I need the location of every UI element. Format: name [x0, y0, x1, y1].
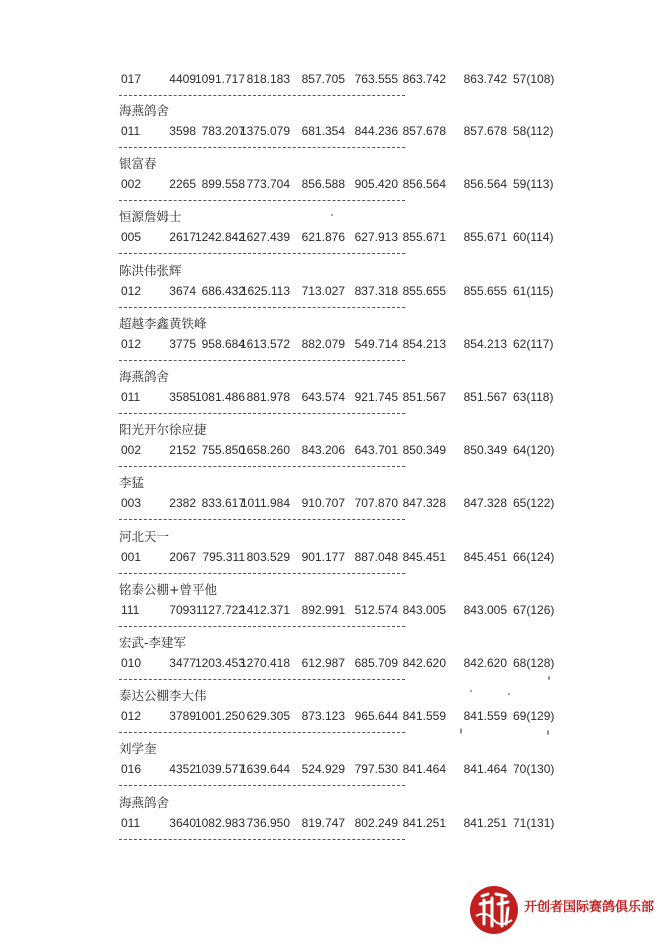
result-row — [0, 603, 670, 617]
speed-3: 643.574 — [301, 390, 345, 404]
average-speed: 841.559 — [402, 709, 446, 724]
speed-4: 549.714 — [354, 336, 398, 351]
total-speed: 842.620 — [463, 656, 507, 670]
speed-1: 783.207 — [201, 124, 245, 138]
total-speed: 855.655 — [463, 283, 507, 298]
speed-4: 643.701 — [354, 443, 398, 458]
dashed-divider — [119, 839, 405, 840]
rank: 66(124) — [513, 549, 555, 564]
rank: 60(114) — [513, 230, 554, 245]
loft-code: 012 — [121, 709, 142, 724]
speed-1: 899.558 — [201, 177, 245, 192]
total-speed: 850.349 — [463, 443, 507, 458]
speed-2: 1625.113 — [240, 283, 290, 298]
average-speed: 855.655 — [402, 283, 446, 298]
dashed-divider — [119, 307, 405, 308]
speed-4: 965.644 — [354, 709, 398, 724]
result-entry — [0, 317, 670, 371]
total-speed: 841.464 — [463, 762, 507, 777]
ring-id: 3640 — [169, 815, 196, 830]
average-speed: 845.451 — [402, 549, 446, 564]
speed-3: 856.588 — [301, 177, 345, 192]
result-entry — [0, 264, 670, 318]
fancier-name: 海燕鸽舍 — [119, 794, 170, 810]
result-row — [0, 816, 670, 830]
total-speed: 841.251 — [463, 815, 507, 830]
speed-4: 627.913 — [354, 230, 398, 245]
result-entry — [0, 157, 670, 211]
speed-2: 818.183 — [246, 72, 290, 86]
result-entry — [0, 370, 670, 424]
dashed-divider — [119, 253, 405, 254]
speed-2: 1627.439 — [239, 230, 290, 245]
fancier-name: 阳光开尔徐应捷 — [119, 422, 207, 438]
speed-1: 1082.983 — [194, 815, 245, 830]
fancier-name: 陈洪伟张辉 — [119, 262, 182, 278]
dashed-divider — [119, 95, 405, 96]
average-speed: 841.464 — [402, 762, 446, 777]
total-speed: 857.678 — [463, 124, 507, 138]
dashed-divider — [119, 626, 405, 627]
rank: 65(122) — [513, 496, 555, 511]
result-entry — [0, 104, 670, 158]
speed-2: 1270.418 — [239, 656, 290, 670]
dashed-divider — [119, 785, 405, 786]
total-speed: 855.671 — [463, 230, 507, 245]
average-speed: 850.349 — [402, 443, 446, 458]
result-entry — [0, 210, 670, 264]
ring-id: 4352 — [169, 762, 196, 777]
speed-1: 1242.842 — [194, 230, 245, 245]
speed-2: 629.305 — [246, 709, 290, 724]
rank: 67(126) — [513, 602, 555, 617]
speed-4: 802.249 — [354, 815, 398, 830]
speed-4: 707.870 — [354, 496, 398, 511]
rank: 61(115) — [513, 283, 554, 298]
loft-code: 011 — [121, 124, 141, 138]
rank: 64(120) — [513, 443, 555, 458]
dashed-divider — [119, 679, 405, 680]
fancier-name: 李猛 — [119, 475, 145, 491]
total-speed: 841.559 — [463, 709, 507, 724]
speed-3: 681.354 — [301, 124, 345, 138]
fancier-name: 铭泰公棚+曾平他 — [119, 581, 217, 597]
rank: 70(130) — [513, 762, 555, 777]
speed-4: 763.555 — [354, 72, 398, 86]
result-row — [0, 443, 670, 457]
rank: 71(131) — [513, 815, 555, 830]
fancier-name: 宏武-李建军 — [119, 635, 187, 650]
average-speed: 855.671 — [402, 230, 446, 245]
result-row — [0, 390, 670, 404]
loft-code: 017 — [121, 72, 142, 86]
loft-code: 002 — [121, 443, 142, 458]
club-name: 开创者国际赛鸽俱乐部 — [524, 900, 655, 915]
result-entry — [0, 796, 670, 850]
scan-speck — [548, 676, 550, 680]
ring-id: 2382 — [169, 496, 196, 511]
speed-1: 1081.486 — [194, 390, 245, 404]
speed-3: 901.177 — [301, 549, 345, 564]
speed-3: 612.987 — [301, 656, 345, 670]
scan-speck — [508, 693, 510, 695]
average-speed: 842.620 — [402, 656, 446, 670]
loft-code: 012 — [121, 336, 142, 351]
result-row — [0, 762, 670, 776]
speed-1: 1203.453 — [194, 656, 245, 670]
scan-speck — [470, 690, 472, 692]
loft-code: 002 — [121, 177, 142, 192]
fancier-name: 海燕鸽舍 — [119, 103, 170, 118]
speed-4: 905.420 — [354, 177, 398, 192]
ring-id: 2152 — [169, 443, 196, 458]
speed-3: 857.705 — [301, 72, 345, 86]
loft-code: 111 — [121, 602, 140, 617]
speed-3: 892.991 — [301, 602, 345, 617]
rank: 63(118) — [513, 390, 554, 404]
speed-2: 1412.371 — [239, 602, 290, 617]
ring-id: 3477 — [169, 656, 196, 670]
result-row — [0, 709, 670, 723]
average-speed: 847.328 — [402, 496, 446, 511]
fancier-name: 泰达公棚李大伟 — [119, 688, 207, 704]
average-speed: 851.567 — [402, 390, 446, 404]
loft-code: 010 — [121, 656, 142, 670]
rank: 62(117) — [513, 336, 554, 351]
speed-1: 755.850 — [201, 443, 245, 458]
result-row — [0, 656, 670, 670]
speed-1: 833.617 — [201, 496, 245, 511]
result-entry — [0, 423, 670, 477]
fancier-name: 海燕鸽舍 — [119, 369, 170, 384]
speed-1: 795.311 — [202, 549, 245, 564]
club-seal-icon — [466, 880, 522, 936]
ring-id: 4409 — [169, 72, 196, 86]
total-speed: 854.213 — [463, 336, 507, 351]
dashed-divider — [119, 732, 405, 733]
ring-id: 2265 — [169, 177, 196, 192]
loft-code: 016 — [121, 762, 142, 777]
speed-1: 1039.577 — [194, 762, 245, 777]
scan-speck — [547, 730, 549, 735]
fancier-name: 刘学奎 — [119, 741, 157, 757]
speed-3: 843.206 — [301, 443, 345, 458]
total-speed: 863.742 — [463, 72, 507, 86]
ring-id: 7093 — [169, 602, 196, 617]
ring-id: 2617 — [169, 230, 196, 245]
speed-3: 819.747 — [301, 815, 345, 830]
result-row — [0, 550, 670, 564]
loft-code: 003 — [121, 496, 142, 511]
result-row — [0, 72, 670, 86]
loft-code: 012 — [121, 283, 142, 298]
dashed-divider — [119, 466, 405, 467]
ring-id: 3674 — [169, 283, 196, 298]
loft-code: 011 — [121, 390, 141, 404]
ring-id: 3789 — [169, 709, 196, 724]
rank: 59(113) — [513, 177, 554, 192]
speed-1: 1091.717 — [194, 72, 245, 86]
speed-2: 881.978 — [246, 390, 290, 404]
fancier-name: 超越李鑫黄铁峰 — [119, 315, 207, 331]
result-row — [0, 177, 670, 191]
speed-4: 685.709 — [354, 656, 398, 670]
total-speed: 856.564 — [463, 177, 507, 192]
speed-4: 921.745 — [354, 390, 398, 404]
speed-4: 797.530 — [354, 762, 398, 777]
average-speed: 856.564 — [402, 177, 446, 192]
fancier-name: 银富春 — [119, 156, 157, 172]
rank: 58(112) — [513, 124, 554, 138]
result-row — [0, 496, 670, 510]
loft-code: 005 — [121, 230, 142, 245]
dashed-divider — [119, 413, 405, 414]
ring-id: 3585 — [169, 390, 196, 404]
total-speed: 843.005 — [463, 602, 507, 617]
speed-2: 1375.079 — [239, 124, 290, 138]
scan-speck — [460, 728, 462, 734]
speed-1: 1127.722 — [195, 602, 245, 617]
result-entry — [0, 689, 670, 743]
speed-1: 958.684 — [201, 336, 245, 351]
speed-2: 736.950 — [246, 815, 290, 830]
speed-2: 773.704 — [246, 177, 290, 192]
loft-code: 011 — [121, 815, 141, 830]
dashed-divider — [119, 147, 405, 148]
result-entry — [0, 530, 670, 584]
rank: 69(129) — [513, 709, 555, 724]
speed-3: 882.079 — [301, 336, 345, 351]
average-speed: 841.251 — [402, 815, 446, 830]
loft-code: 001 — [121, 549, 142, 564]
speed-2: 803.529 — [246, 549, 290, 564]
speed-3: 621.876 — [301, 230, 345, 245]
speed-3: 713.027 — [301, 283, 345, 298]
speed-4: 837.318 — [354, 283, 398, 298]
result-entry-first — [0, 52, 670, 106]
result-row — [0, 124, 670, 138]
speed-1: 1001.250 — [194, 709, 245, 724]
dashed-divider — [119, 360, 405, 361]
speed-3: 910.707 — [301, 496, 345, 511]
speed-2: 1658.260 — [239, 443, 290, 458]
dashed-divider — [119, 519, 405, 520]
ring-id: 3598 — [169, 124, 196, 138]
fancier-name: 河北天一 — [119, 528, 170, 544]
result-row — [0, 337, 670, 351]
speed-3: 524.929 — [301, 762, 345, 777]
rank: 57(108) — [513, 72, 555, 86]
dashed-divider — [119, 573, 405, 574]
fancier-name: 恒源詹姆士 — [119, 209, 182, 225]
average-speed: 854.213 — [402, 336, 446, 351]
total-speed: 847.328 — [463, 496, 507, 511]
result-entry — [0, 583, 670, 637]
average-speed: 857.678 — [402, 124, 446, 138]
club-logo — [466, 880, 656, 938]
result-row — [0, 230, 670, 244]
result-entry — [0, 636, 670, 690]
speed-1: 686.432 — [201, 283, 245, 298]
result-entry — [0, 742, 670, 796]
total-speed: 845.451 — [463, 549, 507, 564]
average-speed: 863.742 — [402, 72, 446, 86]
speed-4: 844.236 — [354, 124, 398, 138]
speed-2: 1639.644 — [239, 762, 290, 777]
speed-4: 512.574 — [354, 602, 398, 617]
rank: 68(128) — [513, 656, 555, 670]
result-row — [0, 284, 670, 298]
speed-4: 887.048 — [354, 549, 398, 564]
speed-2: 1613.572 — [239, 336, 290, 351]
total-speed: 851.567 — [463, 390, 507, 404]
dashed-divider — [119, 200, 405, 201]
ring-id: 3775 — [169, 336, 196, 351]
speed-2: 1011.984 — [240, 496, 290, 511]
speed-3: 873.123 — [301, 709, 345, 724]
average-speed: 843.005 — [402, 602, 446, 617]
result-entry — [0, 476, 670, 530]
ring-id: 2067 — [169, 549, 196, 564]
scan-speck — [331, 214, 333, 216]
